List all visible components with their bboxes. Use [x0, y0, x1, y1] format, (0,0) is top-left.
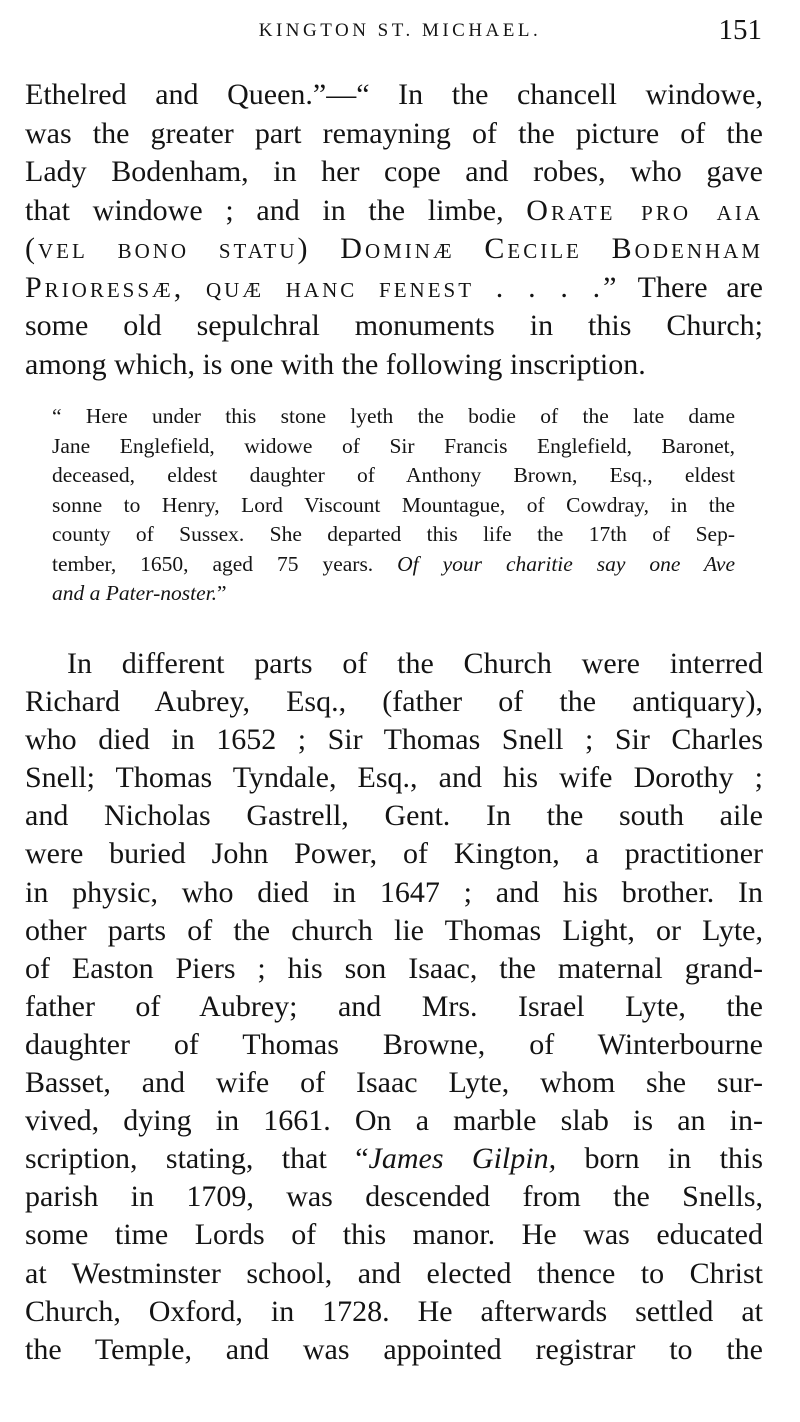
- running-head: [0, 14, 800, 50]
- text-line: the Temple, and was appointed registrar to the: [25, 1332, 763, 1366]
- quote-line: county of Sussex. She departed this life the 17th of Sep-: [52, 522, 735, 546]
- quote-line: [52, 579, 735, 609]
- inscription-quote: [52, 402, 735, 609]
- text-line: at Westminster school, and elected thence to Christ: [25, 1256, 763, 1290]
- text-span: scription, stating, that “: [25, 1142, 369, 1176]
- text-line: among which, is one with the following inscription.: [25, 347, 646, 381]
- text-line: were buried John Power, of Kington, a practitioner: [25, 837, 763, 871]
- quote-line: sonne to Henry, Lord Viscount Mountague, of Cowdray, in the: [52, 492, 735, 517]
- latin-inscription: Orate pro aia: [526, 193, 763, 227]
- quote-line: [52, 550, 735, 580]
- paragraph-2: [25, 645, 763, 1369]
- latin-inscription: Prioressæ, quæ hanc fenest . . . .”: [25, 270, 620, 304]
- text-line: Ethelred and Queen.”—“ In the chancell windowe,: [25, 78, 763, 111]
- text-line: was the greater part remayning of the picture of the: [25, 116, 763, 150]
- text-line: father of Aubrey; and Mrs. Israel Lyte, the: [25, 989, 763, 1023]
- text-span: that windowe ; and in the limbe,: [25, 193, 504, 227]
- page-number: 151: [718, 14, 762, 46]
- quote-line: Jane Englefield, widowe of Sir Francis Englefield, Baronet,: [52, 433, 735, 458]
- text-line: who died in 1652 ; Sir Thomas Snell ; Sir Charles: [25, 723, 763, 757]
- latin-inscription-line: (vel bono statu) Dominæ Cecile Bodenham: [25, 232, 763, 265]
- text-line: In different parts of the Church were interred: [67, 647, 763, 680]
- text-line: [25, 1140, 763, 1178]
- text-span: born in this: [584, 1142, 763, 1176]
- quote-line: deceased, eldest daughter of Anthony Brown, Esq., eldest: [52, 463, 735, 487]
- text-line: some time Lords of this manor. He was educated: [25, 1218, 763, 1252]
- text-line: Snell; Thomas Tyndale, Esq., and his wife Dorothy ;: [25, 761, 763, 795]
- text-line: parish in 1709, was descended from the Snells,: [25, 1180, 763, 1214]
- text-line: Richard Aubrey, Esq., (father of the antiquary),: [25, 685, 763, 719]
- text-line: Lady Bodenham, in her cope and robes, who gave: [25, 155, 763, 188]
- closing-quote: ”: [217, 581, 227, 605]
- paragraph-1: [25, 76, 763, 384]
- text-span: tember, 1650, aged 75 years.: [52, 551, 374, 576]
- quote-line: “ Here under this stone lyeth the bodie of the late dame: [52, 404, 735, 428]
- text-line: [25, 269, 763, 308]
- italic-prayer: and a Pater-noster.: [52, 581, 217, 605]
- text-line: Church, Oxford, in 1728. He afterwards settled at: [25, 1294, 763, 1328]
- text-span: There are: [637, 270, 763, 304]
- italic-name: James Gilpin,: [368, 1142, 557, 1176]
- text-line: [25, 192, 763, 231]
- text-line: and Nicholas Gastrell, Gent. In the south aile: [25, 799, 763, 833]
- text-line: daughter of Thomas Browne, of Winterbourne: [25, 1027, 763, 1061]
- text-line: some old sepulchral monuments in this Church;: [25, 309, 763, 342]
- text-line: vived, dying in 1661. On a marble slab is an in-: [25, 1104, 763, 1138]
- text-line: in physic, who died in 1647 ; and his brother. In: [25, 875, 763, 909]
- italic-prayer: Of your charitie say one Ave: [397, 551, 735, 576]
- text-line: other parts of the church lie Thomas Light, or Lyte,: [25, 913, 763, 947]
- text-line: of Easton Piers ; his son Isaac, the maternal grand-: [25, 951, 763, 985]
- text-line: Basset, and wife of Isaac Lyte, whom she sur-: [25, 1066, 763, 1100]
- running-title: KINGTON ST. MICHAEL.: [258, 20, 542, 41]
